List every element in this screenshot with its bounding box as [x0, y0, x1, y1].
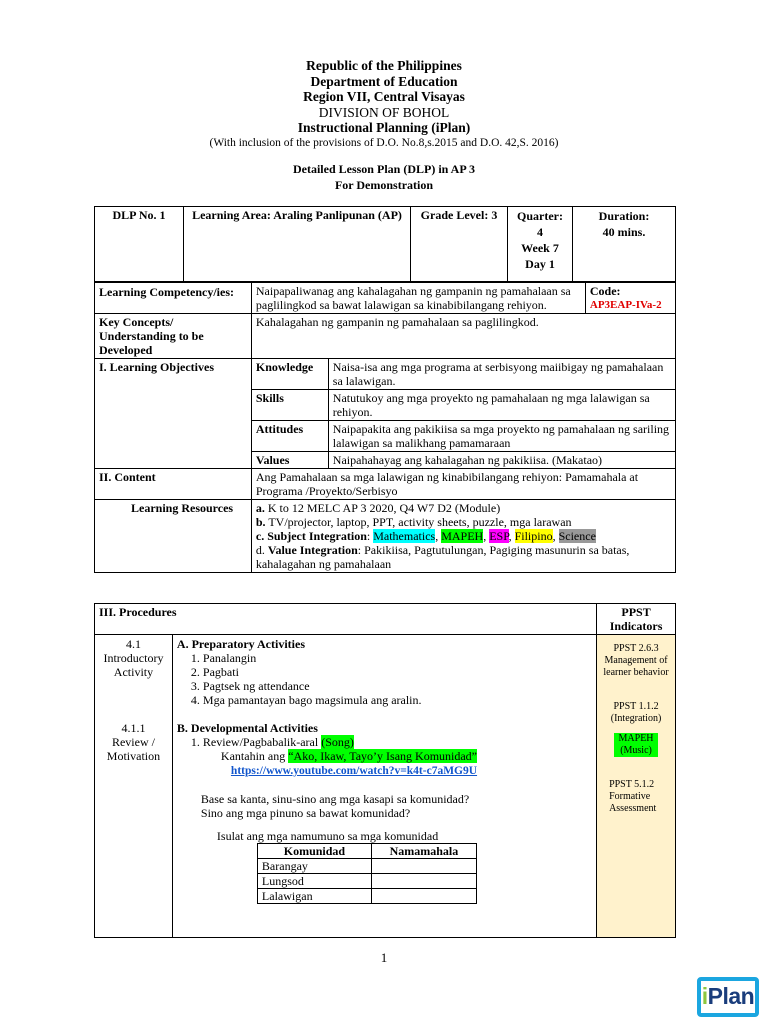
- grade-level: Grade Level: 3: [420, 208, 498, 222]
- subject-mathematics: Mathematics: [373, 529, 436, 543]
- resource-b: [256, 515, 671, 529]
- preparatory-item: 2. Pagbati: [203, 665, 592, 679]
- community-table: [257, 843, 477, 904]
- logo-text: Plan: [707, 983, 755, 1009]
- header-provisions: (With inclusion of the provisions of D.O. No.8,s.2015 and D.O. 42,S. 2016): [209, 136, 559, 149]
- preparatory-item: 3. Pagtsek ng attendance: [203, 679, 592, 693]
- blank-cell[interactable]: [371, 859, 476, 874]
- resource-b-text: TV/projector, laptop, PPT, activity sheets, puzzle, mga larawan: [265, 515, 572, 529]
- code-label: Code:: [589, 284, 621, 298]
- ppst-3: MAPEH: [618, 733, 654, 744]
- song-link-row: [177, 763, 592, 778]
- col-komunidad: Komunidad: [257, 844, 371, 859]
- dlp-title-line2: For Demonstration: [334, 178, 434, 192]
- week-value: Week 7: [521, 241, 559, 255]
- procedure-steps-cell: [95, 635, 173, 938]
- resource-c-prefix: c. Subject Integration: [255, 529, 367, 543]
- content-text: Ang Pamahalaan sa mga lalawigan ng kinabibilangang rehiyon: Pamamahala at Programa /Proyekto/Serbisyo: [251, 469, 675, 500]
- developmental-title: B. Developmental Activities: [176, 721, 318, 735]
- resource-c: c. Subject Integration: Mathematics, MAPEH, ESP, Filipino, Science: [255, 529, 596, 543]
- row-lungsod: Lungsod: [257, 874, 371, 889]
- header-department: Department of Education: [310, 73, 458, 89]
- resource-d-prefix: d.: [255, 543, 268, 557]
- resource-d: [256, 543, 671, 571]
- subject-filipino: Filipino: [514, 529, 553, 543]
- objective-text-skills: Natutukoy ang mga proyekto ng pamahalaan ng mga lalawigan sa rehiyon.: [328, 390, 675, 421]
- header-region: Region VII, Central Visayas: [303, 89, 465, 104]
- step-4-1-number: 4.1: [125, 637, 141, 651]
- header-republic: Republic of the Philippines: [306, 58, 462, 73]
- duration-label: Duration:: [598, 209, 650, 223]
- resource-d-text: : Pakikiisa, Pagtutulungan, Pagiging masunurin sa batas, kahalagahan ng pamahalaan: [255, 543, 630, 571]
- sing-label: Kantahin ang: [220, 749, 289, 763]
- ppst-2-desc: (Integration): [610, 713, 662, 724]
- content-label: II. Content: [95, 469, 252, 500]
- objectives-label: I. Learning Objectives: [95, 359, 252, 469]
- logo-prefix: i: [701, 983, 708, 1009]
- resource-a: [256, 501, 671, 515]
- learning-area: Learning Area: Araling Panlipunan (AP): [192, 208, 402, 222]
- review-label: Review/Pagbabalik-aral: [202, 735, 322, 749]
- objective-domain-attitudes: Attitudes: [251, 421, 328, 452]
- resources-label: Learning Resources: [131, 501, 234, 515]
- blank-cell[interactable]: [371, 889, 476, 904]
- day-value: Day 1: [525, 257, 555, 271]
- resource-a-prefix: a.: [255, 501, 265, 515]
- objective-text-attitudes: Naipapakita ang pakikiisa sa mga proyekto ng pamahalaan ng sariling lalawigan sa malikhang pamamaraan: [328, 421, 675, 452]
- grade-level-cell: [411, 207, 508, 282]
- ppst-indicators-cell: [597, 635, 676, 938]
- preparatory-title: A. Preparatory Activities: [176, 637, 305, 651]
- duration-cell: [573, 207, 676, 282]
- resource-b-prefix: b.: [255, 515, 266, 529]
- question-2: Sino ang mga pinuno sa bawat komunidad?: [200, 806, 411, 820]
- dlp-title-line1: Detailed Lesson Plan (DLP) in AP 3: [292, 162, 475, 176]
- song-link[interactable]: https://www.youtube.com/watch?v=k4t-c7aMG9U: [230, 765, 478, 777]
- page-number: 1: [380, 950, 388, 965]
- iplan-logo: [697, 977, 759, 1017]
- procedures-table: [94, 603, 676, 938]
- ppst-3-block: [614, 733, 658, 757]
- key-concepts-label: Key Concepts/ Understanding to be Developed: [95, 314, 252, 359]
- preparatory-list: [177, 651, 592, 707]
- quarter-value: 4: [537, 225, 543, 239]
- objective-text-values: Naipahahayag ang kahalagahan ng pakikiisa. (Makatao): [328, 452, 675, 469]
- preparatory-item: 4. Mga pamantayan bago magsimula ang aralin.: [203, 693, 592, 707]
- competency-text: Naipapaliwanag ang kahalagahan ng gampanin ng pamahalaan sa paglilingkod sa bawat lalawigan sa kinabibilangang rehiyon.: [251, 283, 585, 314]
- subject-esp: ESP: [489, 529, 509, 543]
- subject-mapeh: MAPEH: [441, 529, 484, 543]
- competency-code: AP3EAP-IVa-2: [589, 299, 662, 311]
- subject-science: Science: [558, 529, 596, 543]
- row-barangay: Barangay: [257, 859, 371, 874]
- resource-d-label: Value Integration: [267, 543, 358, 557]
- ppst-4-desc: Formative Assessment: [609, 791, 657, 814]
- lesson-plan-table: [94, 282, 676, 573]
- table-instruction: Isulat ang mga namumuno sa mga komunidad: [216, 829, 439, 843]
- blank-cell[interactable]: [371, 874, 476, 889]
- ppst-1: PPST 2.6.3: [613, 643, 659, 654]
- sing-instruction: [177, 749, 592, 763]
- resource-a-text: K to 12 MELC AP 3 2020, Q4 W7 D2 (Module): [264, 501, 501, 515]
- developmental-item: [203, 735, 592, 749]
- key-concepts-text: Kahalagahan ng gampanin ng pamahalaan sa paglilingkod.: [251, 314, 675, 359]
- procedures-label: III. Procedures: [95, 604, 597, 635]
- dlp-number-cell: [95, 207, 184, 282]
- question-1: Base sa kanta, sinu-sino ang mga kasapi sa komunidad?: [200, 792, 470, 806]
- song-tag: (Song): [321, 735, 354, 749]
- step-4-1-name: Introductory Activity: [103, 651, 164, 679]
- quarter-cell: [508, 207, 573, 282]
- document-header: [0, 58, 768, 151]
- objective-domain-values: Values: [251, 452, 328, 469]
- dlp-info-table: [94, 206, 676, 282]
- ppst-4: PPST 5.1.2: [609, 779, 655, 790]
- step-4-1-1-number: 4.1.1: [121, 721, 146, 735]
- objective-domain-knowledge: Knowledge: [251, 359, 328, 390]
- ppst-2: PPST 1.1.2: [613, 701, 659, 712]
- ppst-3-desc: (Music): [620, 745, 652, 756]
- resources-cell: [95, 500, 252, 573]
- resources-list: [251, 500, 675, 573]
- procedure-activities-cell: [172, 635, 596, 938]
- header-division: DIVISION OF BOHOL: [318, 104, 450, 120]
- objective-domain-skills: Skills: [251, 390, 328, 421]
- ppst-header: PPST Indicators: [597, 604, 676, 635]
- header-iplan: Instructional Planning (iPlan): [297, 120, 471, 135]
- duration-value: 40 mins.: [602, 225, 646, 239]
- step-4-1-1-name: Review / Motivation: [106, 735, 161, 763]
- code-cell: [585, 283, 675, 314]
- developmental-list: [177, 735, 592, 749]
- ppst-1-desc: Management of learner behavior: [603, 655, 669, 678]
- song-title: “Ako, Ikaw, Tayo’y Isang Komunidad”: [288, 749, 478, 763]
- row-lalawigan: Lalawigan: [257, 889, 371, 904]
- competency-label: Learning Competency/ies:: [95, 283, 252, 314]
- preparatory-item: 1. Panalangin: [203, 651, 592, 665]
- quarter-label: Quarter:: [517, 209, 563, 223]
- dlp-title: [0, 161, 768, 193]
- objective-text-knowledge: Naisa-isa ang mga programa at serbisyong maiibigay ng pamahalaan sa lalawigan.: [328, 359, 675, 390]
- learning-area-cell: [184, 207, 411, 282]
- col-namamahala: Namamahala: [371, 844, 476, 859]
- dlp-number: DLP No. 1: [112, 208, 166, 222]
